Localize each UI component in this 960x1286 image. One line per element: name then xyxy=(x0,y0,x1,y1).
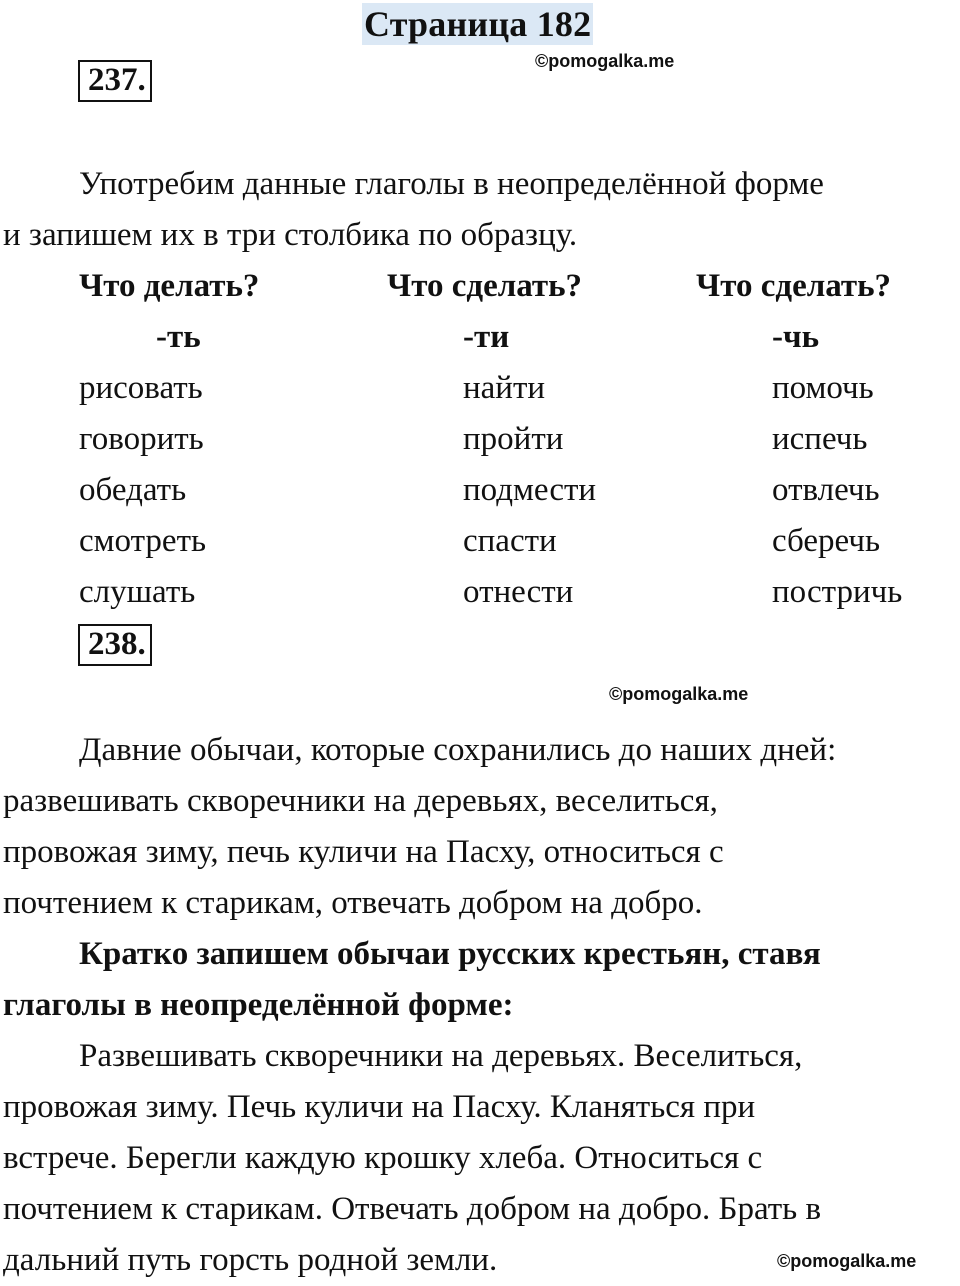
column-2-suffix: -ти xyxy=(463,319,510,355)
task-238-paragraph-1-line: провожая зиму, печь куличи на Пасху, относиться с xyxy=(3,834,724,870)
task-238-paragraph-1-line: развешивать скворечники на деревьях, веселиться, xyxy=(3,783,718,819)
task-237-intro-line-2: и запишем их в три столбика по образцу. xyxy=(3,217,578,253)
task-238-paragraph-1-line: Давние обычаи, которые сохранились до наших дней: xyxy=(79,732,837,768)
column-1-word: обедать xyxy=(79,472,187,508)
watermark: ©pomogalka.me xyxy=(609,684,749,704)
column-3-word: сберечь xyxy=(772,523,881,559)
column-2-word: найти xyxy=(463,370,546,406)
column-3-word: отвлечь xyxy=(772,472,880,508)
task-237-intro-line-1: Употребим данные глаголы в неопределённой форме xyxy=(79,166,824,202)
column-3-word: испечь xyxy=(772,421,868,457)
column-3-suffix: -чь xyxy=(772,319,820,355)
column-2-header: Что сделать? xyxy=(387,268,583,304)
task-238-instruction-line: Кратко запишем обычаи русских крестьян, ставя xyxy=(79,936,821,972)
column-1-word: говорить xyxy=(79,421,204,457)
task-238-answer-line: Развешивать скворечники на деревьях. Веселиться, xyxy=(79,1038,803,1074)
column-2-word: отнести xyxy=(463,574,574,610)
column-3-header: Что сделать? xyxy=(696,268,892,304)
column-2-word: подмести xyxy=(463,472,597,508)
column-1-word: слушать xyxy=(79,574,196,610)
column-3-word: помочь xyxy=(772,370,874,406)
column-2-word: спасти xyxy=(463,523,557,559)
task-238-answer-line: встрече. Берегли каждую крошку хлеба. Относиться с xyxy=(3,1140,763,1176)
watermark: ©pomogalka.me xyxy=(777,1251,917,1271)
task-238-answer-line: почтением к старикам. Отвечать добром на добро. Брать в xyxy=(3,1191,822,1227)
column-2-word: пройти xyxy=(463,421,564,457)
column-1-suffix: -ть xyxy=(156,319,201,355)
task-number-238: 238. xyxy=(78,624,152,666)
column-1-word: рисовать xyxy=(79,370,203,406)
column-1-header: Что делать? xyxy=(79,268,260,304)
task-238-answer-line: провожая зиму. Печь куличи на Пасху. Кланяться при xyxy=(3,1089,756,1125)
task-238-paragraph-1-line: почтением к старикам, отвечать добром на добро. xyxy=(3,885,703,921)
task-238-instruction-line: глаголы в неопределённой форме: xyxy=(3,987,514,1023)
task-238-answer-line: дальний путь горсть родной земли. xyxy=(3,1242,498,1278)
column-1-word: смотреть xyxy=(79,523,207,559)
watermark: ©pomogalka.me xyxy=(535,51,675,71)
column-3-word: постричь xyxy=(772,574,903,610)
task-number-237: 237. xyxy=(78,60,152,102)
page-title: Страница 182 xyxy=(364,4,592,44)
